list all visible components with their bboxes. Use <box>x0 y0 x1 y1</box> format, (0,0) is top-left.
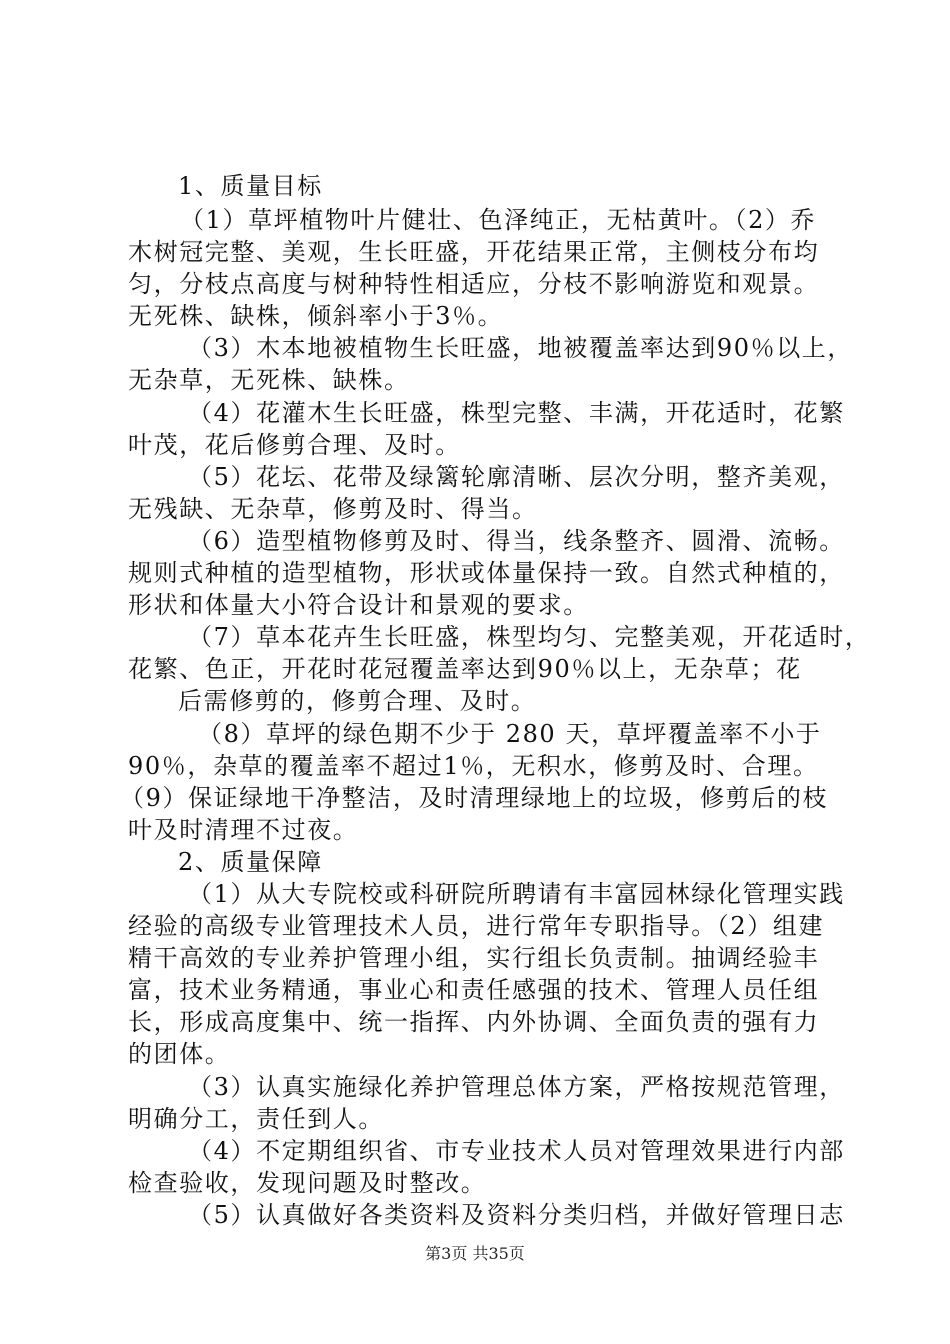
text-line: （6）造型植物修剪及时、得当，线条整齐、圆滑、流畅。 <box>188 527 845 555</box>
text-line: 长，形成高度集中、统一指挥、内外协调、全面负责的强有力 <box>128 1008 820 1036</box>
text-line: （3）认真实施绿化养护管理总体方案，严格按规范管理， <box>188 1073 845 1101</box>
text-line: （4）不定期组织省、市专业技术人员对管理效果进行内部 <box>188 1137 845 1165</box>
text-line: 90％，杂草的覆盖率不超过1％，无积水，修剪及时、合理。 <box>128 752 819 780</box>
page-number-footer: 第3页 共35页 <box>425 1244 525 1263</box>
text-line: 形状和体量大小符合设计和景观的要求。 <box>128 591 589 619</box>
text-line: （5）认真做好各类资料及资料分类归档，并做好管理日志 <box>188 1201 845 1229</box>
text-line: 检查验收，发现问题及时整改。 <box>128 1169 487 1197</box>
text-line: 的团体。 <box>128 1040 231 1068</box>
text-line: （4）花灌木生长旺盛，株型完整、丰满，开花适时，花繁 <box>188 399 845 427</box>
text-line: 后需修剪的，修剪合理、及时。 <box>178 687 537 715</box>
text-line: 叶茂，花后修剪合理、及时。 <box>128 431 461 459</box>
text-line: 明确分工，责任到人。 <box>128 1105 384 1133</box>
text-line: 经验的高级专业管理技术人员，进行常年专职指导。（2）组建 <box>128 912 825 940</box>
text-line: （1）从大专院校或科研院所聘请有丰富园林绿化管理实践 <box>188 880 845 908</box>
text-line: 花繁、色正，开花时花冠覆盖率达到90％以上，无杂草；花 <box>128 655 802 683</box>
text-line: （9）保证绿地干净整洁，及时清理绿地上的垃圾，修剪后的枝 <box>120 784 829 812</box>
text-line: （7）草本花卉生长旺盛，株型均匀、完整美观，开花适时， <box>188 623 871 651</box>
text-line: 匀，分枝点高度与树种特性相适应，分枝不影响游览和观景。 <box>128 270 820 298</box>
text-line: 木树冠完整、美观，生长旺盛，开花结果正常，主侧枝分布均 <box>128 238 820 266</box>
section-heading-quality-assurance: 2、质量保障 <box>178 848 323 876</box>
text-line: 规则式种植的造型植物，形状或体量保持一致。自然式种植的， <box>128 559 845 587</box>
text-line: 叶及时清理不过夜。 <box>128 816 359 844</box>
text-line: （3）木本地被植物生长旺盛，地被覆盖率达到90％以上， <box>188 334 854 362</box>
text-line: （8）草坪的绿色期不少于 280 天，草坪覆盖率不小于 <box>198 720 822 748</box>
section-heading-quality-goals: 1、质量目标 <box>178 172 323 200</box>
text-line: 精干高效的专业养护管理小组，实行组长负责制。抽调经验丰 <box>128 944 820 972</box>
text-line: 无残缺、无杂草，修剪及时、得当。 <box>128 495 538 523</box>
text-line: （1）草坪植物叶片健壮、色泽纯正，无枯黄叶。（2）乔 <box>180 206 817 234</box>
text-line: 无杂草，无死株、缺株。 <box>128 366 410 394</box>
text-line: 富，技术业务精通，事业心和责任感强的技术、管理人员任组 <box>128 976 820 1004</box>
text-line: （5）花坛、花带及绿篱轮廓清晰、层次分明，整齐美观， <box>188 463 845 491</box>
text-line: 无死株、缺株，倾斜率小于3％。 <box>128 302 504 330</box>
